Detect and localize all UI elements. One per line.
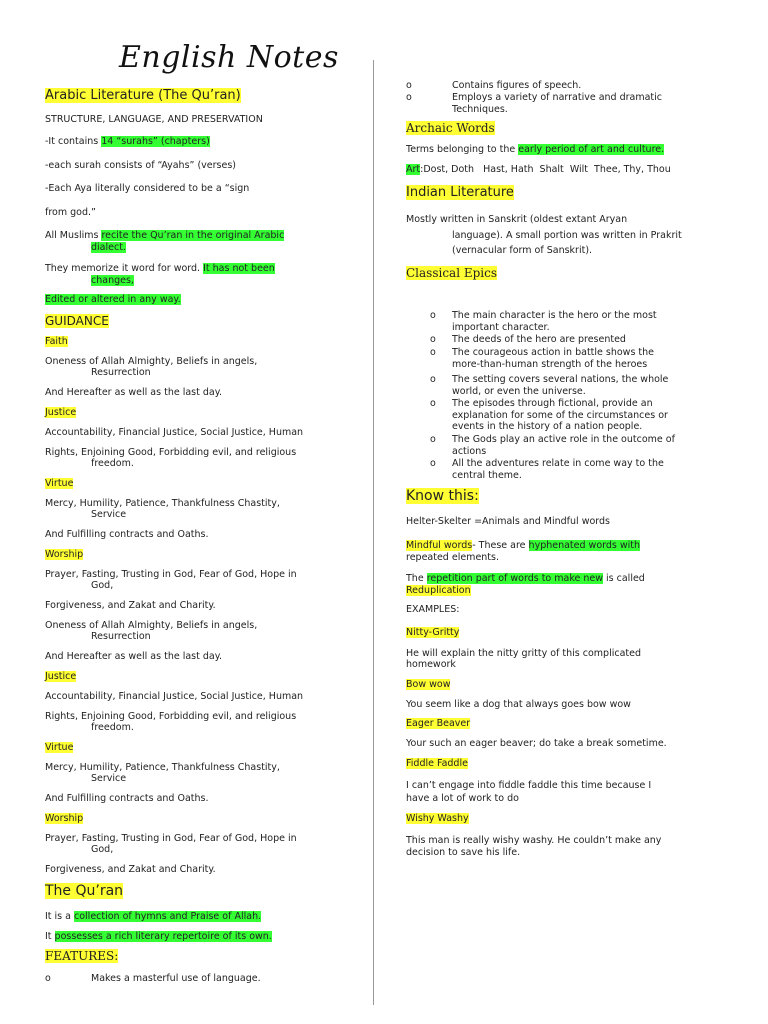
virtue-label: Virtue (45, 478, 74, 489)
worship-text-1b: Prayer, Fasting, Trusting in God, Fear of God, Hope in (45, 833, 297, 844)
recite-line: All Muslims recite the Qu’ran in the original Arabic (45, 230, 285, 241)
guidance-heading: GUIDANCE (45, 314, 109, 328)
feature-item (406, 92, 746, 116)
worship-text-2b: God, (91, 844, 114, 855)
bullet-marker: o (430, 458, 436, 469)
bullet-marker: o (430, 334, 436, 345)
from-god-line: from god.” (45, 207, 96, 218)
faith-text-1b: Oneness of Allah Almighty, Beliefs in angels, (45, 620, 258, 631)
bullet-marker: o (406, 80, 412, 91)
epic-bullet (406, 398, 746, 432)
justice-text-2b: Rights, Enjoining Good, Forbidding evil, and religious (45, 711, 297, 722)
feature-item (406, 80, 746, 92)
epic-bullet (406, 347, 746, 370)
bullet-marker: o (430, 434, 436, 445)
aya-line: -Each Aya literally considered to be a “sign (45, 183, 250, 194)
justice-text-1b: Accountability, Financial Justice, Social Justice, Human (45, 691, 304, 702)
epic-bullet (406, 374, 746, 397)
justice-text-2: Rights, Enjoining Good, Forbidding evil, and religious (45, 447, 297, 458)
bullet-marker: o (406, 92, 412, 103)
epic-bullet (406, 334, 746, 346)
art-words-line: Art:Dost, Doth Hast, Hath Shalt Wilt Thee, Thy, Thou (406, 164, 671, 175)
indian-text-2: language). A small portion was written in Prakrit (452, 230, 682, 241)
worship-text-3: Forgiveness, and Zakat and Charity. (45, 600, 216, 611)
bullet-marker: o (430, 310, 436, 321)
quran-heading: The Qu’ran (45, 883, 124, 899)
worship-text-3b: Forgiveness, and Zakat and Charity. (45, 864, 216, 875)
epic-text: All the adventures relate in come way to the central theme. (452, 458, 664, 481)
faith-text-3: And Hereafter as well as the last day. (45, 387, 222, 398)
example-text-2: decision to save his life. (406, 847, 521, 858)
justice-text-3: freedom. (91, 458, 134, 469)
indian-text-3: (vernacular form of Sanskrit). (452, 245, 593, 256)
archaic-terms-line: Terms belonging to the early period of art and culture. (406, 144, 665, 155)
example-text-1: He will explain the nitty gritty of this complicated (406, 648, 641, 659)
bullet-marker: o (430, 347, 436, 358)
worship-text-1: Prayer, Fasting, Trusting in God, Fear of God, Hope in (45, 569, 297, 580)
example-title: Eager Beaver (406, 718, 471, 729)
feature-item (45, 973, 355, 985)
feature-text: Employs a variety of narrative and dramatic Techniques. (452, 92, 663, 115)
virtue-text-2: Service (91, 509, 127, 520)
worship-label-b: Worship (45, 813, 84, 824)
faith-text-2b: Resurrection (91, 631, 151, 642)
feature-text: Contains figures of speech. (452, 80, 582, 91)
epic-text: The episodes through fictional, provide an explanation for some of the circumstances or events in the history of a nation people. (452, 398, 668, 432)
bullet-marker: o (430, 374, 436, 385)
justice-text-1: Accountability, Financial Justice, Social Justice, Human (45, 427, 304, 438)
epic-text: The Gods play an active role in the outcome of actions (452, 434, 675, 457)
faith-label: Faith (45, 336, 68, 347)
example-text-1: Your such an eager beaver; do take a break sometime. (406, 738, 667, 749)
virtue-text-2b: Service (91, 773, 127, 784)
example-title: Bow wow (406, 679, 451, 690)
example-title: Wishy Washy (406, 813, 469, 824)
examples-label: EXAMPLES: (406, 604, 460, 615)
epic-text: The main character is the hero or the most important character. (452, 310, 657, 333)
example-text-1: I can’t engage into fiddle faddle this time because I (406, 780, 652, 791)
archaic-heading: Archaic Words (406, 121, 495, 135)
virtue-text-3: And Fulfilling contracts and Oaths. (45, 529, 209, 540)
justice-label-b: Justice (45, 671, 77, 682)
column-divider (373, 60, 374, 1005)
page-title: English Notes (119, 40, 339, 75)
example-text-1: You seem like a dog that always goes bow wow (406, 699, 631, 710)
quran-repertoire-line: It possesses a rich literary repertoire of its own. (45, 931, 272, 942)
indian-text-1: Mostly written in Sanskrit (oldest extant Aryan (406, 214, 628, 225)
ayahs-line: -each surah consists of “Ayahs” (verses) (45, 160, 236, 171)
edited-line: Edited or altered in any way. (45, 294, 181, 305)
memorize-line-2: changes, (91, 275, 134, 286)
mindful-words-line-2: repeated elements. (406, 552, 500, 563)
epic-text: The deeds of the hero are presented (452, 334, 626, 345)
know-this-heading: Know this: (406, 488, 479, 504)
example-title: Fiddle Faddle (406, 758, 468, 769)
arabic-lit-heading: Arabic Literature (The Qu’ran) (45, 88, 241, 103)
faith-text-2: Resurrection (91, 367, 151, 378)
helter-skelter-line: Helter-Skelter =Animals and Mindful words (406, 516, 611, 527)
worship-text-2: God, (91, 580, 114, 591)
epic-bullet (406, 458, 746, 481)
mindful-words-line: Mindful words- These are hyphenated words with (406, 540, 641, 551)
feature-text: Makes a masterful use of language. (91, 973, 261, 984)
classical-epics-heading: Classical Epics (406, 266, 498, 280)
virtue-label-b: Virtue (45, 742, 74, 753)
faith-text-1: Oneness of Allah Almighty, Beliefs in angels, (45, 356, 258, 367)
worship-label: Worship (45, 549, 84, 560)
example-text-1: This man is really wishy washy. He couldn’t make any (406, 835, 662, 846)
example-title: Nitty-Gritty (406, 627, 460, 638)
epic-text: The setting covers several nations, the whole world, or even the universe. (452, 374, 669, 397)
epic-bullet (406, 310, 746, 333)
reduplication-line: The repetition part of words to make new is called (406, 573, 645, 584)
example-text-2: have a lot of work to do (406, 793, 519, 804)
recite-line-2: dialect. (91, 242, 126, 253)
memorize-line: They memorize it word for word. It has not been (45, 263, 275, 274)
epic-bullet (406, 434, 746, 457)
surahs-line: -It contains 14 “surahs” (chapters) (45, 136, 210, 147)
virtue-text-1b: Mercy, Humility, Patience, Thankfulness Chastity, (45, 762, 280, 773)
features-heading: FEATURES: (45, 949, 119, 963)
quran-collection-line: It is a collection of hymns and Praise of Allah. (45, 911, 262, 922)
example-text-2: homework (406, 659, 456, 670)
structure-subheading: STRUCTURE, LANGUAGE, AND PRESERVATION (45, 114, 263, 125)
bullet-marker: o (430, 398, 436, 409)
reduplication-term: Reduplication (406, 585, 471, 596)
epic-text: The courageous action in battle shows the more-than-human strength of the heroes (452, 347, 655, 370)
virtue-text-3b: And Fulfilling contracts and Oaths. (45, 793, 209, 804)
indian-lit-heading: Indian Literature (406, 185, 514, 200)
justice-text-3b: freedom. (91, 722, 134, 733)
faith-text-3b: And Hereafter as well as the last day. (45, 651, 222, 662)
bullet-marker: o (45, 973, 51, 984)
virtue-text-1: Mercy, Humility, Patience, Thankfulness Chastity, (45, 498, 280, 509)
justice-label: Justice (45, 407, 77, 418)
